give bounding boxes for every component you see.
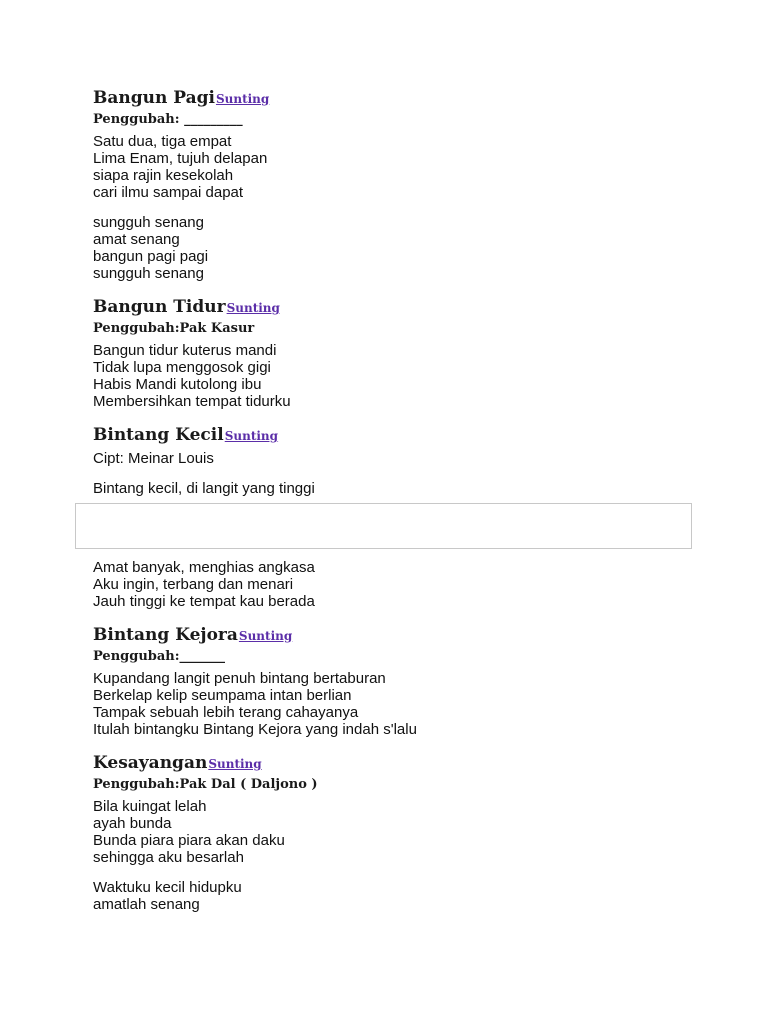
composer-credit: Penggubah: _________ xyxy=(93,112,243,127)
composer-credit-line xyxy=(93,450,693,467)
edit-link[interactable]: Sunting xyxy=(208,757,262,771)
lyric-line: Cipt: Meinar Louis xyxy=(93,450,214,467)
lyric-line: Kupandang langit penuh bintang bertaburan xyxy=(93,670,386,687)
song-section-kesayangan xyxy=(93,751,693,913)
song-title-text: Bintang Kecil xyxy=(93,425,224,445)
song-section-bintang-kejora xyxy=(93,623,693,738)
song-title xyxy=(93,623,693,648)
edit-link[interactable]: Sunting xyxy=(215,92,270,106)
lyric-line: sungguh senang xyxy=(93,265,204,282)
song-section-bangun-pagi xyxy=(93,86,693,282)
song-title xyxy=(93,86,693,111)
verse xyxy=(93,133,693,201)
lyric-line: Tampak sebuah lebih terang cahayanya xyxy=(93,704,359,721)
song-title xyxy=(93,423,693,448)
edit-link[interactable]: Sunting xyxy=(238,629,293,643)
song-section-bintang-kecil xyxy=(93,423,693,610)
lyric-line: Bunda piara piara akan daku xyxy=(93,832,285,849)
lyric-line: Bangun tidur kuterus mandi xyxy=(93,342,277,359)
verse xyxy=(93,879,693,913)
lyric-line: Tidak lupa menggosok gigi xyxy=(93,359,271,376)
lyric-line: Berkelap kelip seumpama intan berlian xyxy=(93,687,352,704)
verse xyxy=(93,670,693,738)
edit-link[interactable]: Sunting xyxy=(226,301,280,315)
lyric-line: Bintang kecil, di langit yang tinggi xyxy=(93,480,315,497)
lyric-line: cari ilmu sampai dapat xyxy=(93,184,244,201)
composer-credit: Penggubah:Pak Kasur xyxy=(93,321,255,336)
lyric-line: Waktuku kecil hidupku xyxy=(93,879,242,896)
song-section-bangun-tidur xyxy=(93,295,693,410)
composer-credit: Penggubah:_______ xyxy=(93,649,226,664)
lyric-line: Aku ingin, terbang dan menari xyxy=(93,576,294,593)
song-title-text: Bangun Pagi xyxy=(93,88,215,108)
lyric-line: siapa rajin kesekolah xyxy=(93,167,234,184)
lyric-line: Jauh tinggi ke tempat kau berada xyxy=(93,593,315,610)
song-title-text: Kesayangan xyxy=(93,753,208,773)
composer-credit: Penggubah:Pak Dal ( Daljono ) xyxy=(93,777,318,792)
chorus xyxy=(93,214,693,282)
lyric-line: Itulah bintangku Bintang Kejora yang indah s'lalu xyxy=(93,721,417,738)
song-document xyxy=(93,86,693,926)
verse xyxy=(93,342,693,410)
verse xyxy=(93,480,693,497)
lyric-line: Membersihkan tempat tidurku xyxy=(93,393,291,410)
lyric-line: sehingga aku besarlah xyxy=(93,849,244,866)
edit-link[interactable]: Sunting xyxy=(224,429,279,443)
lyric-line: Bila kuingat lelah xyxy=(93,798,207,815)
verse xyxy=(93,559,693,610)
lyric-line: Satu dua, tiga empat xyxy=(93,133,232,150)
song-title-text: Bintang Kejora xyxy=(93,625,238,645)
song-title xyxy=(93,751,693,776)
song-title xyxy=(93,295,693,320)
song-title-text: Bangun Tidur xyxy=(93,297,226,317)
lyric-line: ayah bunda xyxy=(93,815,172,832)
embedded-content-box xyxy=(75,503,692,549)
lyric-line: Habis Mandi kutolong ibu xyxy=(93,376,262,393)
lyric-line: Lima Enam, tujuh delapan xyxy=(93,150,268,167)
verse xyxy=(93,798,693,866)
lyric-line: bangun pagi pagi xyxy=(93,248,209,265)
lyric-line: sungguh senang xyxy=(93,214,204,231)
lyric-line: amatlah senang xyxy=(93,896,200,913)
lyric-line: Amat banyak, menghias angkasa xyxy=(93,559,315,576)
lyric-line: amat senang xyxy=(93,231,180,248)
